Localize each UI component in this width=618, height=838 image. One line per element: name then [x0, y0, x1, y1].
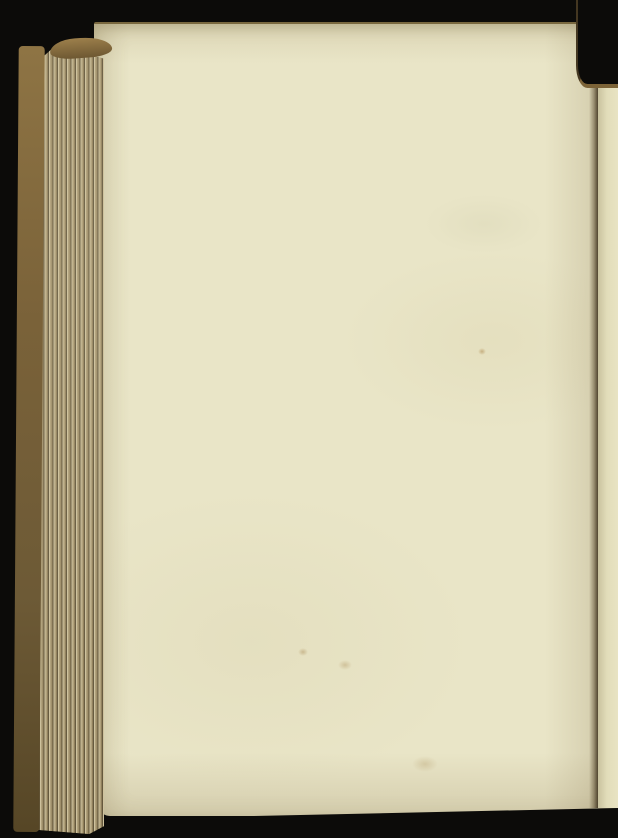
- paper-stain: [298, 648, 308, 656]
- paper-stain: [412, 756, 438, 772]
- paper-stain: [338, 660, 352, 670]
- binding-crease: [589, 80, 598, 808]
- top-right-shadow: [576, 0, 618, 88]
- paper-stain: [424, 194, 544, 254]
- facing-page-sliver: [598, 82, 618, 808]
- binding-edge: [13, 46, 44, 832]
- book-page: [94, 22, 618, 816]
- paper-stain: [478, 348, 486, 355]
